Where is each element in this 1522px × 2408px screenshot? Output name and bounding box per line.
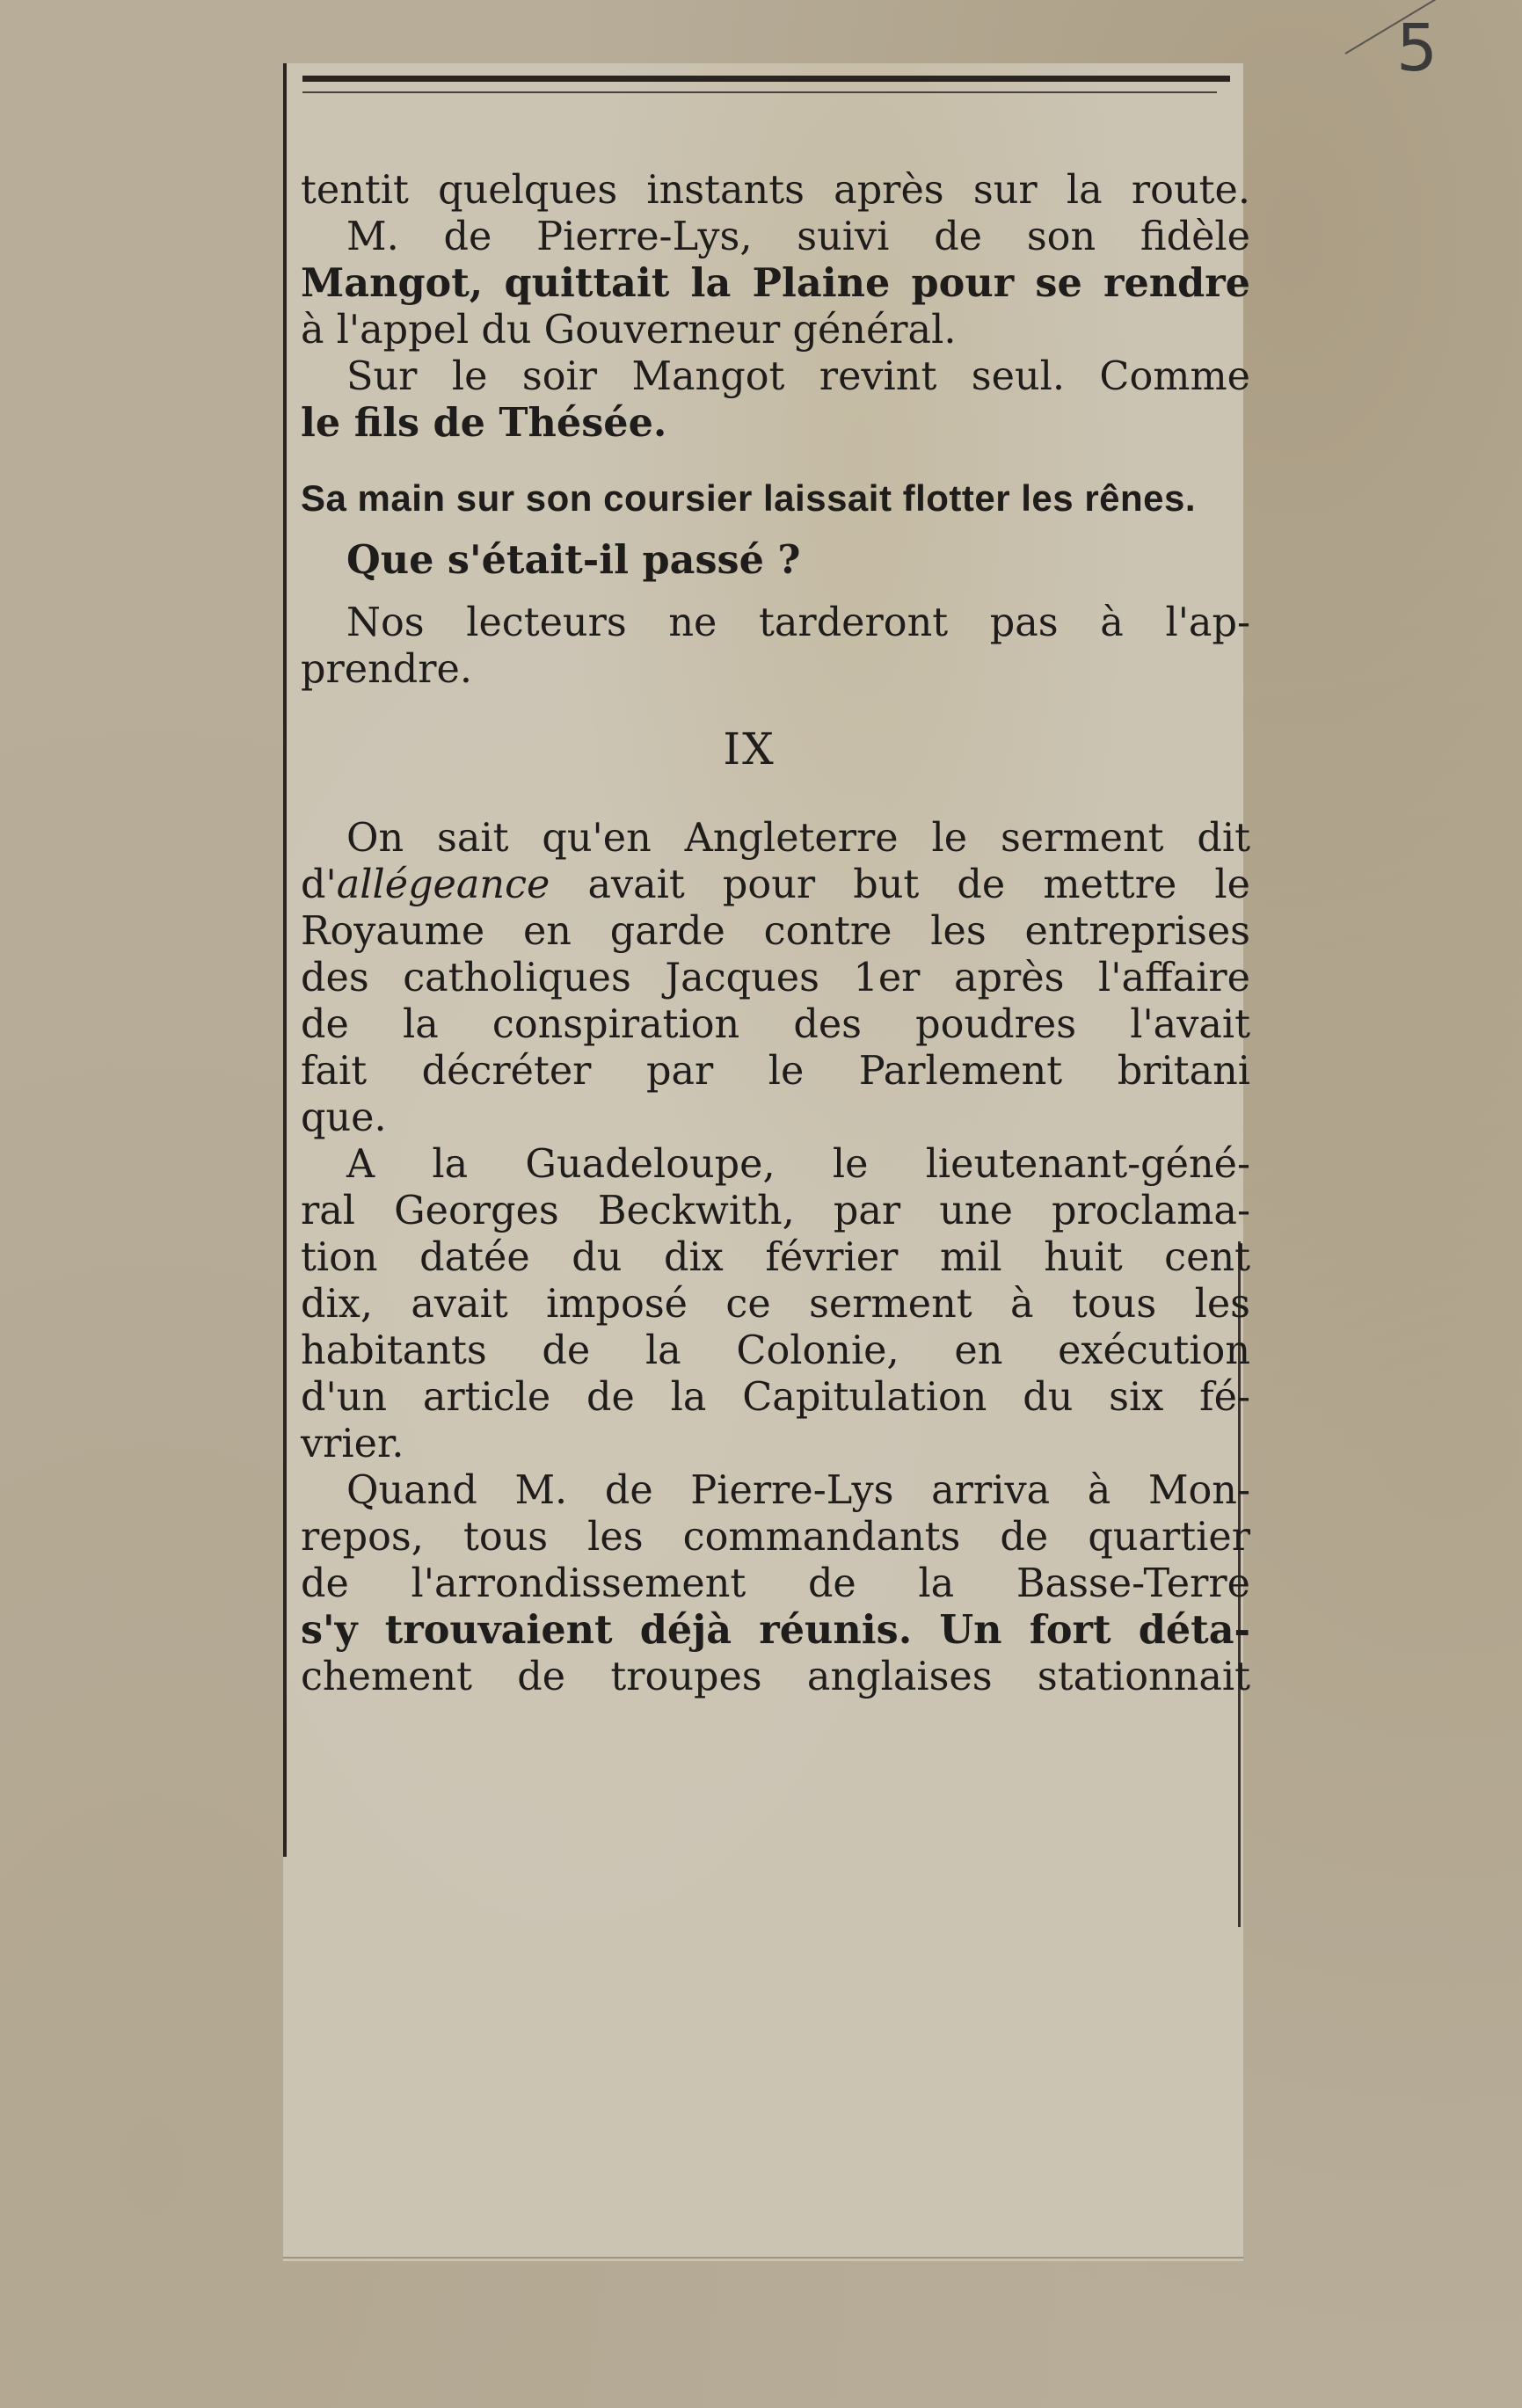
- text-line: Mangot, quittait la Plaine pour se rendre: [301, 260, 1250, 306]
- text-line: de la conspiration des poudres l'avait: [301, 1002, 1250, 1047]
- text-line: dix, avait imposé ce serment à tous les: [301, 1282, 1250, 1327]
- page-number: 5: [1396, 11, 1438, 86]
- text-line: chement de troupes anglaises stationnait: [301, 1655, 1250, 1699]
- text-line: tentit quelques instants après sur la route.: [301, 168, 1250, 213]
- text-line: ral Georges Beckwith, par une proclama-: [301, 1189, 1250, 1233]
- text-line: M. de Pierre-Lys, suivi de son fidèle: [346, 215, 1250, 259]
- text-line: à l'appel du Gouverneur général.: [301, 308, 957, 353]
- text-line: des catholiques Jacques 1er après l'affaire: [301, 956, 1250, 1000]
- text-fragment: d': [301, 862, 337, 907]
- text-fragment: avait pour but de mettre le: [550, 862, 1250, 907]
- text-line: d'un article de la Capitulation du six fé-: [301, 1375, 1250, 1420]
- newspaper-clipping: [283, 63, 1250, 2261]
- text-line: On sait qu'en Angleterre le serment dit: [346, 816, 1250, 861]
- article-body: [301, 167, 1250, 1700]
- text-line: [301, 862, 1250, 908]
- italic-term: allégeance: [336, 862, 550, 907]
- text-line: Nos lecteurs ne tarderont pas à l'ap-: [346, 600, 1250, 645]
- text-line: repos, tous les commandants de quartier: [301, 1515, 1250, 1560]
- text-line: tion datée du dix février mil huit cent: [301, 1235, 1250, 1280]
- text-line: s'y trouvaient déjà réunis. Un fort déta-: [301, 1607, 1250, 1653]
- text-line: fait décréter par le Parlement britani: [301, 1049, 1250, 1094]
- text-line: habitants de la Colonie, en exécution: [301, 1328, 1250, 1373]
- text-line: le fils de Thésée.: [301, 400, 667, 446]
- text-line: vrier.: [301, 1422, 404, 1466]
- column-rule-left: [283, 63, 287, 1857]
- text-line: Sur le soir Mangot revint seul. Comme: [346, 354, 1250, 399]
- section-heading: IX: [723, 724, 776, 775]
- verse-line: Sa main sur son coursier laissait flotter les rênes.: [301, 477, 1197, 519]
- header-rule-thin: [302, 91, 1217, 93]
- text-line: que.: [301, 1095, 387, 1140]
- clipping-bottom-edge: [283, 2257, 1243, 2259]
- text-line: prendre.: [301, 647, 472, 692]
- text-line: Quand M. de Pierre-Lys arriva à Mon-: [346, 1468, 1250, 1513]
- text-line: Que s'était-il passé ?: [346, 537, 801, 583]
- text-line: de l'arrondissement de la Basse-Terre: [301, 1561, 1250, 1606]
- text-line: Royaume en garde contre les entreprises: [301, 909, 1250, 954]
- header-rule-thick: [302, 76, 1230, 82]
- text-line: A la Guadeloupe, le lieutenant-géné-: [346, 1142, 1250, 1187]
